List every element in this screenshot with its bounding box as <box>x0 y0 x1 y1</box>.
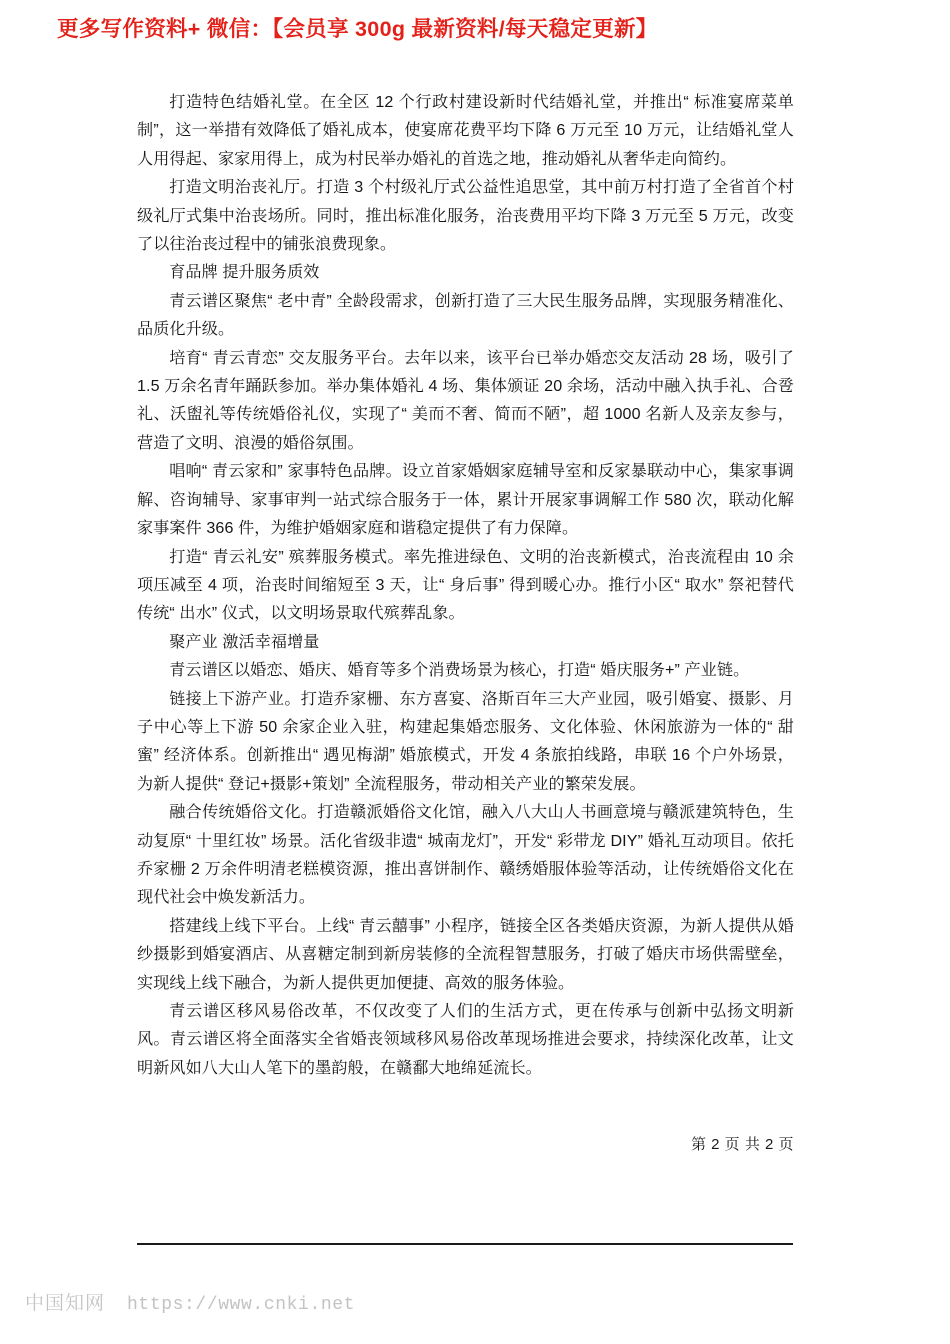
paragraph: 培育“ 青云青恋” 交友服务平台。去年以来，该平台已举办婚恋交友活动 28 场，吸引了 1.5 万余名青年踊跃参加。举办集体婚礼 4 场、集体颁证 20 余场，活动中融入执手礼、合卺礼、沃盥礼等传统婚俗礼仪，实现了“ 美而不奢、简而不陋”，超 1000 名新人及亲友参与，营造了文明、浪漫的婚俗氛围。 <box>137 348 794 452</box>
cnki-url-label: https://www.cnki.net <box>127 1295 356 1315</box>
paragraph: 打造文明治丧礼厅。打造 3 个村级礼厅式公益性追思堂，其中前万村打造了全省首个村级礼厅式集中治丧场所。同时，推出标准化服务，治丧费用平均下降 3 万元至 5 万元，改变了以往治丧过程中的铺张浪费现象。 <box>137 178 794 254</box>
paragraph: 青云谱区移风易俗改革，不仅改变了人们的生活方式，更在传承与创新中弘扬文明新风。青云谱区将全面落实全省婚丧领域移风易俗改革现场推进会要求，持续深化改革，让文明新风如八大山人笔下的墨韵般，在赣鄱大地绵延流长。 <box>137 1002 794 1077</box>
paragraph: 链接上下游产业。打造乔家栅、东方喜宴、洛斯百年三大产业园，吸引婚宴、摄影、月子中心等上下游 50 余家企业入驻，构建起集婚恋服务、文化体验、休闲旅游为一体的“ 甜蜜” 经济体系。创新推出“ 遇见梅湖” 婚旅模式，开发 4 条旅拍线路，串联 16 个户外场景，为新人提供“ 登记+摄影+策划” 全流程服务，带动相关产业的繁荣发展。 <box>137 689 794 793</box>
paragraph: 搭建线上线下平台。上线“ 青云囍事” 小程序，链接全区各类婚庆资源，为新人提供从婚纱摄影到婚宴酒店、从喜糖定制到新房装修的全流程智慧服务，打破了婚庆市场供需壁垒，实现线上线下融合，为新人提供更加便捷、高效的服务体验。 <box>137 916 794 992</box>
paragraph: 打造特色结婚礼堂。在全区 12 个行政村建设新时代结婚礼堂，并推出“ 标准宴席菜单制”，这一举措有效降低了婚礼成本，使宴席花费平均下降 6 万元至 10 万元，让结婚礼堂人人用得起、家家用得上，成为村民举办婚礼的首选之地，推动婚礼从奢华走向简约。 <box>137 93 794 168</box>
paragraph: 青云谱区聚焦“ 老中青” 全龄段需求，创新打造了三大民生服务品牌，实现服务精准化、品质化升级。 <box>137 291 794 339</box>
paragraph: 打造“ 青云礼安” 殡葬服务模式。率先推进绿色、文明的治丧新模式，治丧流程由 10 余项压减至 4 项，治丧时间缩短至 3 天，让“ 身后事” 得到暖心办。推行小区“ 取水” 祭祀替代传统“ 出水” 仪式，以文明场景取代殡葬乱象。 <box>137 547 794 623</box>
cnki-watermark <box>25 1288 355 1315</box>
footer-divider <box>137 1243 793 1245</box>
section-heading: 育品牌 提升服务质效 <box>169 263 320 282</box>
page-number: 第 2 页 共 2 页 <box>690 1136 794 1153</box>
paragraph: 融合传统婚俗文化。打造赣派婚俗文化馆，融入八大山人书画意境与赣派建筑特色，生动复原“ 十里红妆” 场景。活化省级非遗“ 城南龙灯”，开发“ 彩带龙 DIY” 婚礼互动项目。依托乔家栅 2 万余件明清老糕模资源，推出喜饼制作、赣绣婚服体验等活动，让传统婚俗文化在现代社会中焕发新活力。 <box>137 803 794 907</box>
cnki-name-label: 中国知网 <box>25 1293 106 1314</box>
paragraph: 唱响“ 青云家和” 家事特色品牌。设立首家婚姻家庭辅导室和反家暴联动中心，集家事调解、咨询辅导、家事审判一站式综合服务于一体，累计开展家事调解工作 580 次，联动化解家事案件 366 件，为维护婚姻家庭和谐稳定提供了有力保障。 <box>137 462 794 538</box>
promo-header-banner: 更多写作资料+ 微信：【会员享 300g 最新资料/每天稳定更新】 <box>57 17 658 41</box>
section-heading: 聚产业 激活幸福增量 <box>169 632 320 651</box>
paragraph: 青云谱区以婚恋、婚庆、婚育等多个消费场景为核心，打造“ 婚庆服务+” 产业链。 <box>169 661 750 680</box>
document-body <box>137 88 794 1082</box>
